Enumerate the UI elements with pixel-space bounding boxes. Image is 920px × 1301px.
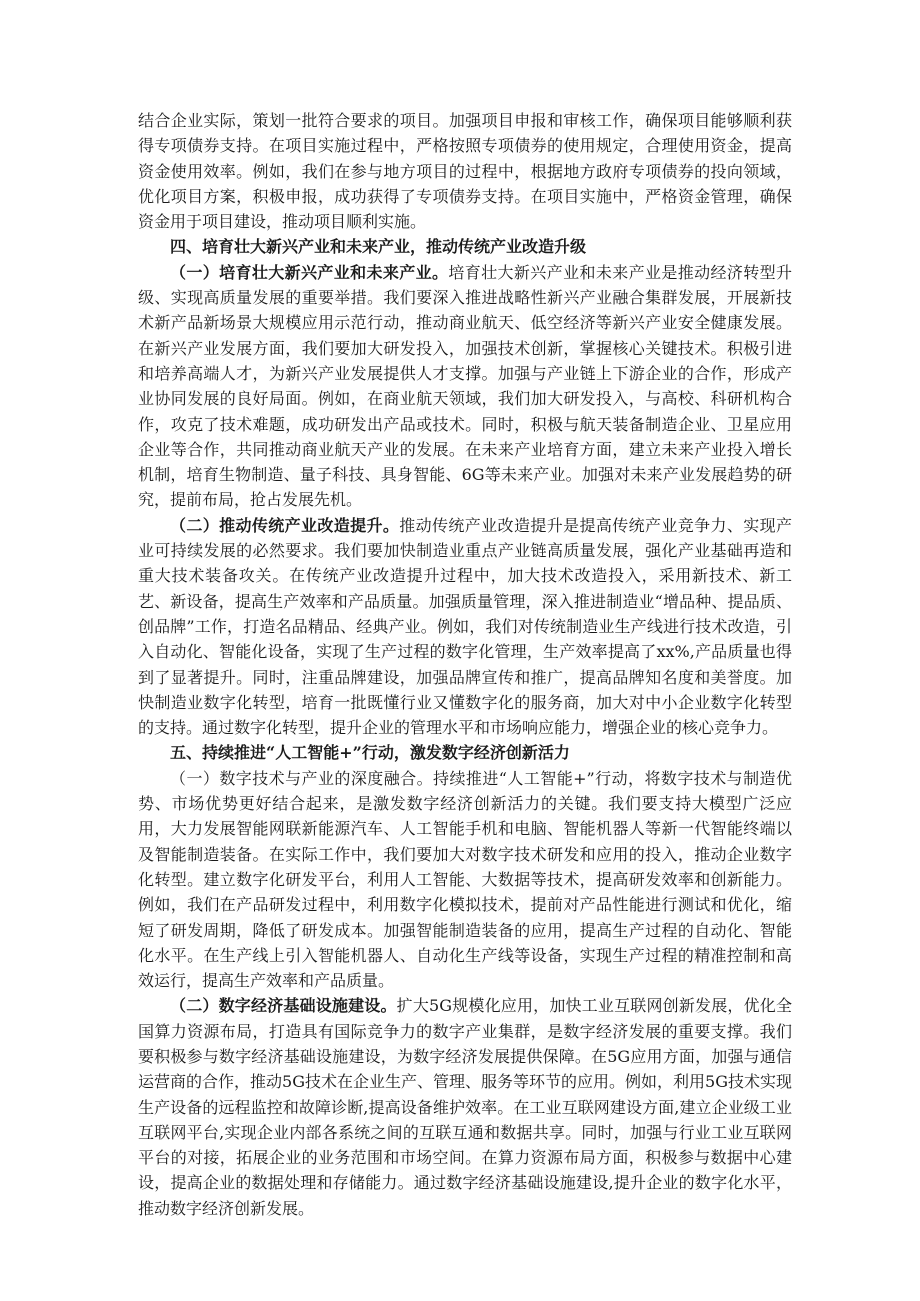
paragraph-lead: （二）数字经济基础设施建设。: [170, 996, 397, 1016]
paragraph-lead: （二）推动传统产业改造提升。: [170, 515, 400, 535]
document-body: [138, 108, 792, 1221]
paragraph-project-funding: 结合企业实际，策划一批符合要求的项目。加强项目申报和审核工作，确保项目能够顺利获得专项债券支持。在项目实施过程中，严格按照专项债券的使用规定，合理使用资金，提高资金使用效率。例如，我们在参与地方项目的过程中，根据地方政府专项债券的投向领域，优化项目方案，积极申报，成功获得了专项债券支持。在项目实施中，严格资金管理，确保资金用于项目建设，推动项目顺利实施。: [138, 111, 792, 232]
paragraph-digital-infrastructure: [138, 993, 792, 1221]
paragraph-text: 扩大5G规模化应用，加快工业互联网创新发展，优化全国算力资源布局，打造具有国际竞争力的数字产业集群，是数字经济发展的重要支撑。我们要积极参与数字经济基础设施建设，为数字经济发展提供保障。在5G应用方面，加强与通信运营商的合作，推动5G技术在企业生产、管理、服务等环节的应用。例如，利用5G技术实现生产设备的远程监控和故障诊断,提高设备维护效率。在工业互联网建设方面,建立企业级工业互联网平台,实现企业内部各系统之间的互联互通和数据共享。同时，加强与行业工业互联网平台的对接，拓展企业的业务范围和市场空间。在算力资源布局方面，积极参与数据中心建设，提高企业的数据处理和存储能力。通过数字经济基础设施建设,提升企业的数字化水平，推动数字经济创新发展。: [138, 996, 792, 1218]
paragraph-lead: （一）培育壮大新兴产业和未来产业。: [170, 262, 449, 282]
paragraph-text: 推动传统产业改造提升是提高传统产业竞争力、实现产业可持续发展的必然要求。我们要加快制造业重点产业链高质量发展，强化产业基础再造和重大技术装备攻关。在传统产业改造提升过程中，加大技术改造投入，采用新技术、新工艺、新设备，提高生产效率和产品质量。加强质量管理，深入推进制造业“增品种、提品质、创品牌”工作，打造名品精品、经典产业。例如，我们对传统制造业生产线进行技术改造，引入自动化、智能化设备，实现了生产过程的数字化管理，生产效率提高了xx%,产品质量也得到了显著提升。同时，注重品牌建设，加强品牌宣传和推广，提高品牌知名度和美誉度。加快制造业数字化转型，培育一批既懂行业又懂数字化的服务商，加大对中小企业数字化转型的支持。通过数字化转型，提升企业的管理水平和市场响应能力，增强企业的核心竞争力。: [138, 515, 792, 738]
section-heading-4: 四、培育壮大新兴产业和未来产业，推动传统产业改造升级: [170, 237, 587, 257]
paragraph-text: （一）数字技术与产业的深度融合。持续推进“人工智能+”行动，将数字技术与制造优势、市场优势更好结合起来，是激发数字经济创新活力的关键。我们要支持大模型广泛应用，大力发展智能网联新能源汽车、人工智能手机和电脑、智能机器人等新一代智能终端以及智能制造装备。在实际工作中，我们要加大对数字技术研发和应用的投入，推动企业数字化转型。建立数字化研发平台，利用人工智能、大数据等技术，提高研发效率和创新能力。例如，我们在产品研发过程中，利用数字化模拟技术，提前对产品性能进行测试和优化，缩短了研发周期，降低了研发成本。加强智能制造装备的应用，提高生产过程的自动化、智能化水平。在生产线上引入智能机器人、自动化生产线等设备，实现生产过程的精准控制和高效运行，提高生产效率和产品质量。: [138, 768, 792, 991]
paragraph-text: 培育壮大新兴产业和未来产业是推动经济转型升级、实现高质量发展的重要举措。我们要深入推进战略性新兴产业融合集群发展，开展新技术新产品新场景大规模应用示范行动，推动商业航天、低空经济等新兴产业安全健康发展。在新兴产业发展方面，我们要加大研发投入，加强技术创新，掌握核心关键技术。积极引进和培养高端人才，为新兴产业发展提供人才支撑。加强与产业链上下游企业的合作，形成产业协同发展的良好局面。例如，在商业航天领域，我们加大研发投入，与高校、科研机构合作，攻克了技术难题，成功研发出产品或技术。同时，积极与航天装备制造企业、卫星应用企业等合作，共同推动商业航天产业的发展。在未来产业培育方面，建立未来产业投入增长机制，培育生物制造、量子科技、具身智能、6G等未来产业。加强对未来产业发展趋势的研究，提前布局，抢占发展先机。: [138, 262, 792, 510]
section-heading-5: 五、持续推进“人工智能+”行动，激发数字经济创新活力: [170, 743, 570, 763]
paragraph-emerging-industries: [138, 260, 792, 513]
paragraph-traditional-industries: [138, 513, 792, 741]
paragraph-digital-integration: [138, 766, 792, 994]
